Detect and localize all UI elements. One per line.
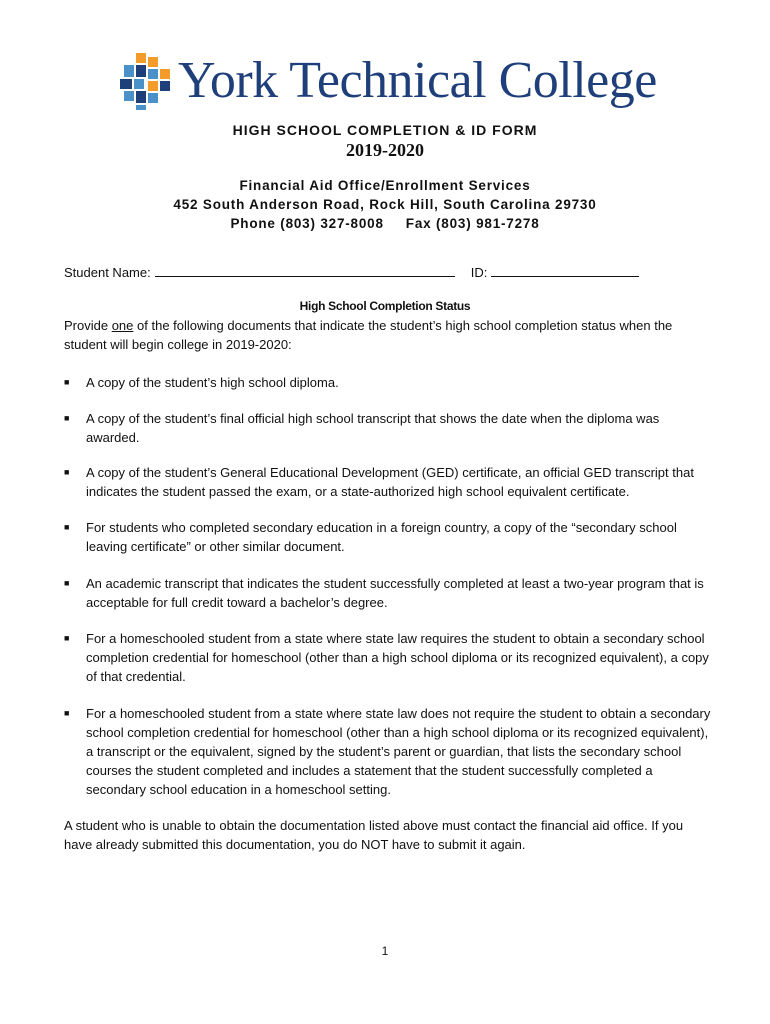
list-item-text: For students who completed secondary education in a foreign country, a copy of the “secondary school leaving certificate” or other similar document.	[86, 520, 677, 554]
office-address: 452 South Anderson Road, Rock Hill, South Carolina 29730	[173, 197, 597, 212]
section-heading: High School Completion Status	[299, 299, 471, 313]
list-item-text: For a homeschooled student from a state where state law requires the student to obtain a secondary school completion credential for homeschool (other than a high school diploma or its recognized equivalent), a copy of that credential.	[86, 631, 709, 684]
list-item-text: An academic transcript that indicates the student successfully completed at least a two-year program that is acceptable for full credit toward a bachelor’s degree.	[86, 576, 704, 610]
student-info-row	[64, 264, 639, 280]
phone-number: Phone (803) 327-8008	[230, 216, 384, 231]
list-item	[64, 463, 714, 501]
college-logo-mark-icon	[118, 51, 174, 111]
bullet-square-icon: ■	[64, 377, 70, 387]
list-item-text: A copy of the student’s final official high school transcript that shows the date when the diploma was awarded.	[86, 411, 660, 445]
student-name-field[interactable]	[155, 264, 455, 277]
intro-text-end: of the following documents that indicate the student’s high school completion status when the student will begin college in 2019-2020:	[64, 318, 673, 352]
list-item	[64, 629, 714, 686]
list-item	[64, 704, 714, 799]
intro-underlined-word: one	[111, 318, 134, 333]
intro-text-start: Provide	[64, 318, 112, 333]
list-item-text: For a homeschooled student from a state where state law does not require the student to obtain a secondary school completion credential for homeschool (other than a high school diploma or its recognized equivalent), a transcript or the equivalent, signed by the student’s parent or guardian, that lists the secondary school courses the student completed and includes a statement that the student successfully completed a secondary school education in a homeschool setting.	[86, 706, 711, 797]
page-number: 1	[381, 944, 389, 958]
form-years: 2019-2020	[346, 140, 424, 160]
id-label: ID:	[470, 265, 488, 280]
office-name: Financial Aid Office/Enrollment Services	[239, 178, 531, 193]
college-logo	[118, 48, 657, 114]
id-field[interactable]	[491, 264, 639, 277]
list-item	[64, 574, 714, 612]
list-item	[64, 518, 714, 556]
college-name: York Technical College	[178, 52, 657, 109]
student-name-label: Student Name:	[64, 265, 151, 280]
fax-number: Fax (803) 981-7278	[405, 216, 540, 231]
form-title: HIGH SCHOOL COMPLETION & ID FORM	[232, 122, 538, 138]
list-item-text: A copy of the student’s General Educational Development (GED) certificate, an official GED transcript that indicates the student passed the exam, or a state-authorized high school equivalent certificate.	[86, 465, 694, 499]
list-item	[64, 373, 714, 392]
closing-paragraph: A student who is unable to obtain the documentation listed above must contact the financial aid office. If you have already submitted this documentation, you do NOT have to submit it again.	[64, 818, 684, 852]
contact-row	[0, 216, 770, 231]
list-item-text: A copy of the student’s high school diploma.	[86, 375, 339, 390]
bullet-square-icon: ■	[64, 708, 70, 718]
list-item	[64, 409, 714, 447]
bullet-square-icon: ■	[64, 578, 70, 588]
bullet-square-icon: ■	[64, 633, 70, 643]
bullet-square-icon: ■	[64, 413, 70, 423]
bullet-square-icon: ■	[64, 522, 70, 532]
bullet-square-icon: ■	[64, 467, 70, 477]
intro-paragraph	[64, 316, 714, 354]
